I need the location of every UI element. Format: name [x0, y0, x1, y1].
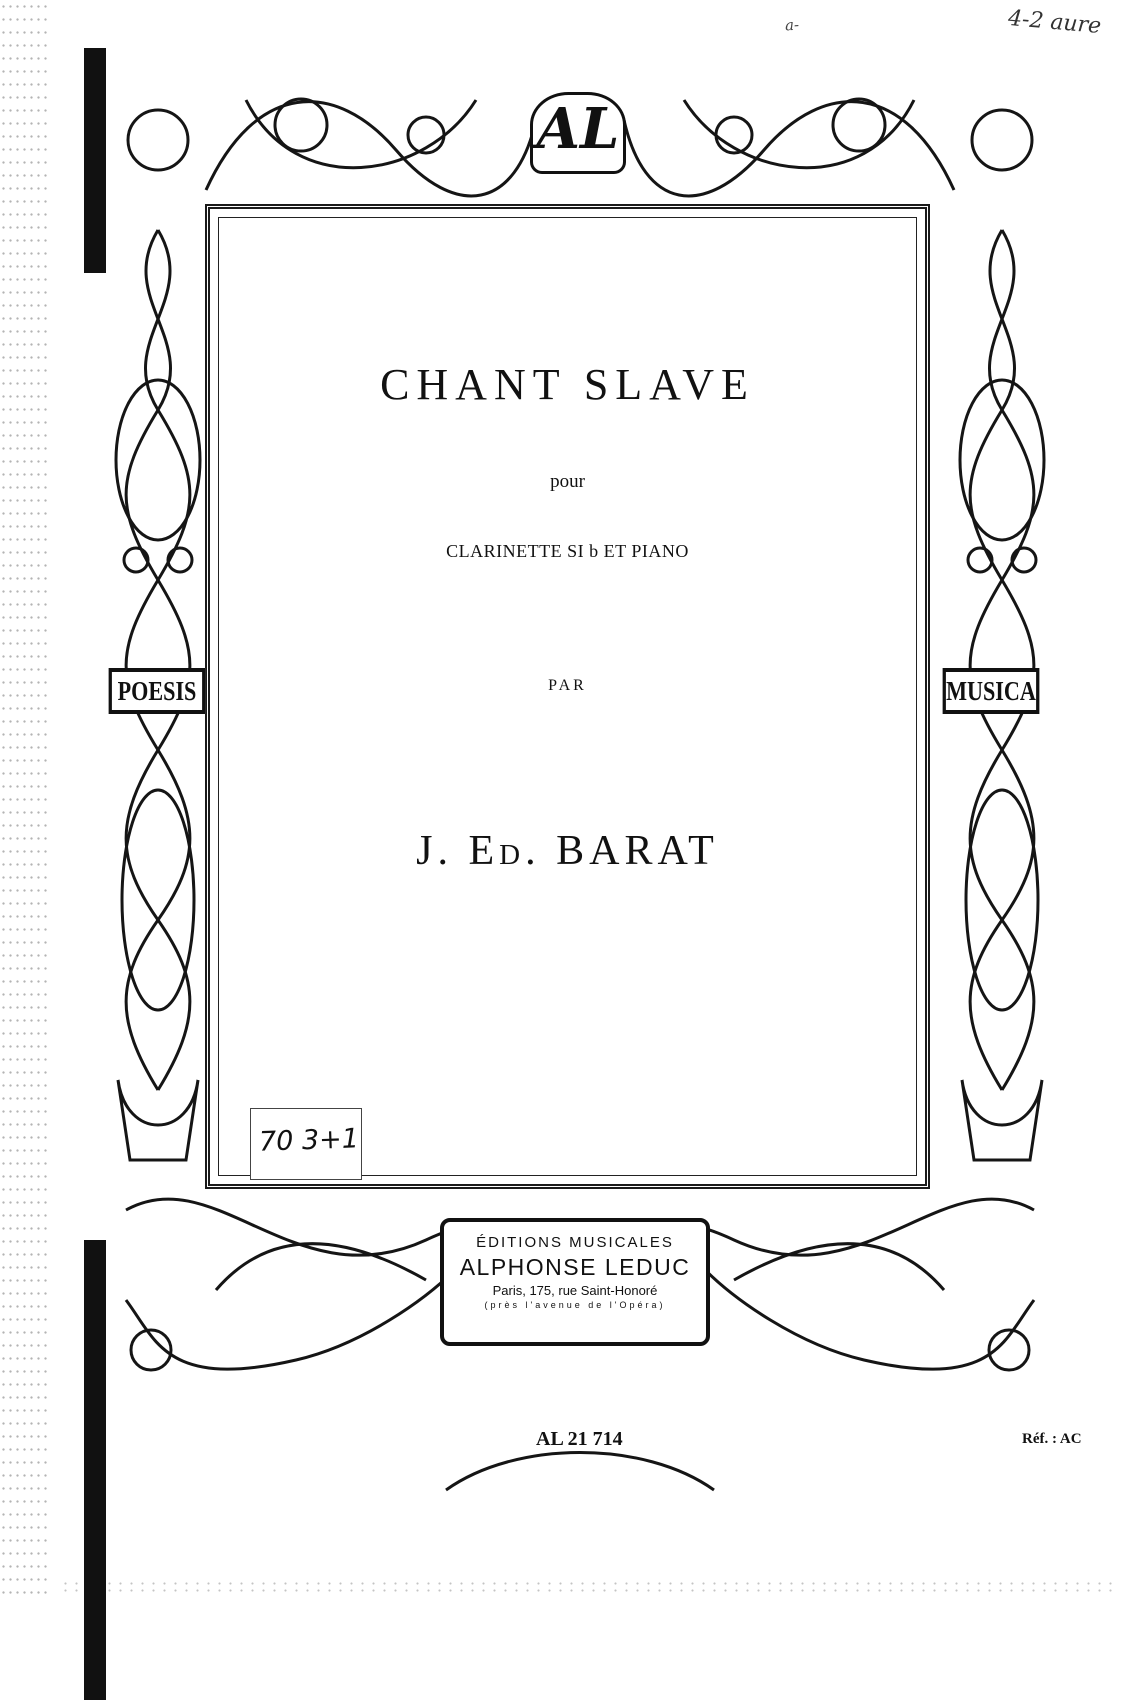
handwritten-note-top-right: 4-2 aure [1007, 5, 1103, 40]
catalog-number: AL 21 714 [536, 1428, 623, 1450]
publisher-monogram: AL [536, 96, 620, 162]
handwritten-note-top-mid: a- [784, 15, 800, 35]
publisher-line-editions: ÉDITIONS MUSICALES [476, 1234, 674, 1251]
library-label [250, 1108, 362, 1180]
composer-name: J. Ed. BARAT [416, 828, 719, 874]
library-label-number: 70 3+1 [258, 1123, 360, 1158]
instrumentation: CLARINETTE SI b ET PIANO [446, 541, 689, 561]
publisher-imprint [440, 1218, 710, 1346]
cartouche-musica: MUSICA [943, 668, 1040, 714]
publisher-name: ALPHONSE LEDUC [459, 1254, 691, 1280]
publisher-address-note: (près l'avenue de l'Opéra) [484, 1300, 666, 1310]
par-label: PAR [548, 677, 587, 694]
work-title: CHANT SLAVE [380, 360, 755, 409]
title-panel [205, 204, 930, 1189]
reference-code: Réf. : AC [1022, 1431, 1082, 1447]
binding-strip-top [84, 48, 106, 273]
publisher-address: Paris, 175, rue Saint-Honoré [492, 1283, 658, 1298]
pour-label: pour [550, 471, 585, 492]
scanner-edge-speckle [0, 0, 50, 1600]
binding-strip-bottom [84, 1240, 106, 1700]
cartouche-poesis: POESIS [109, 668, 206, 714]
